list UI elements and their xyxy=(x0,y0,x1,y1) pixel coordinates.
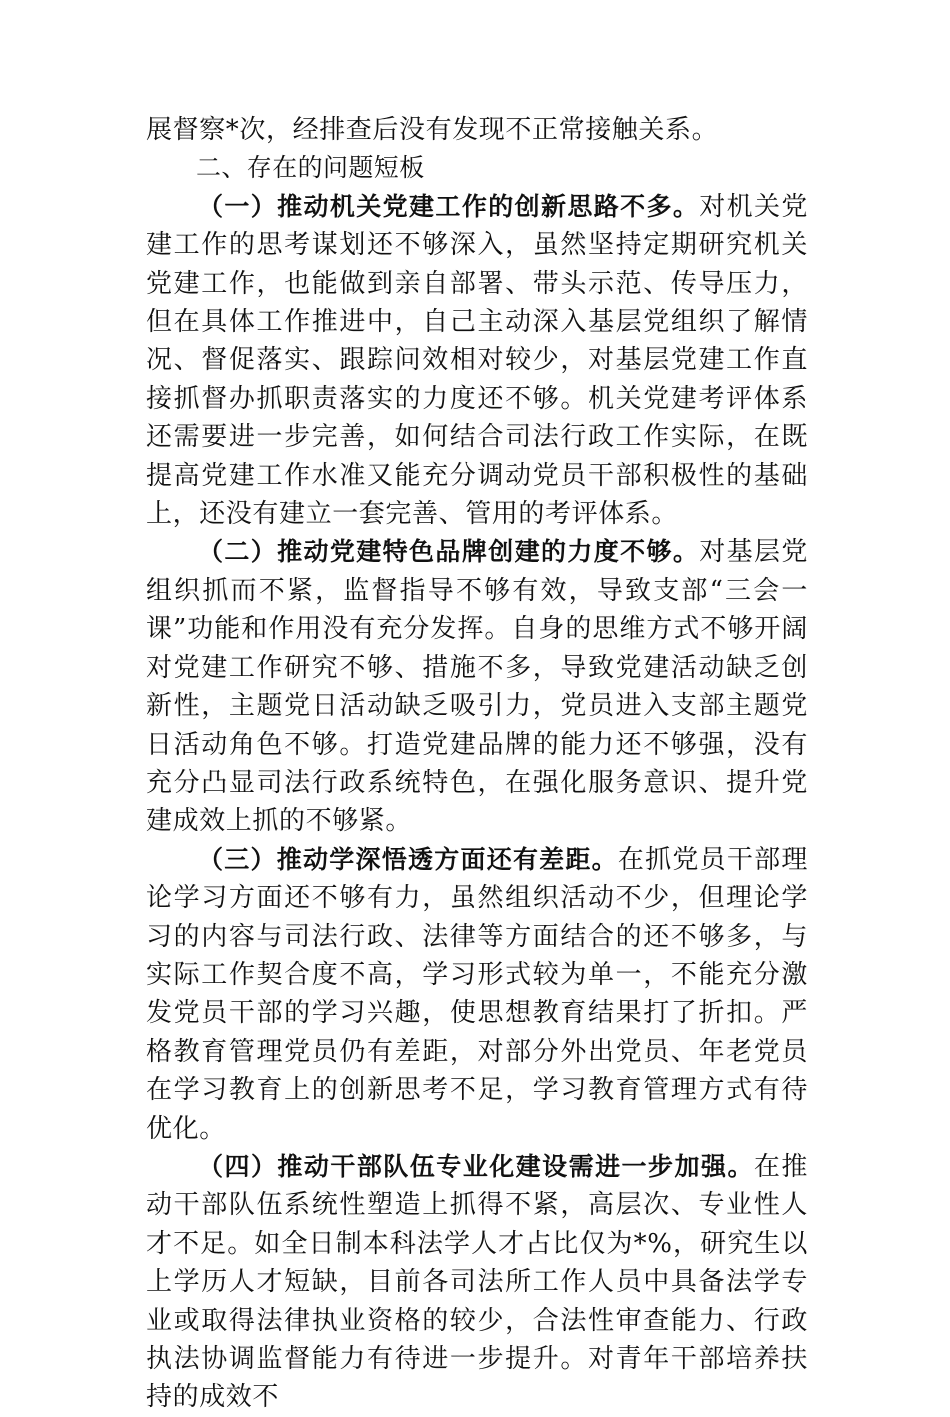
opening-text: 展督察*次，经排查后没有发现不正常接触关系。 xyxy=(146,115,719,145)
opening-paragraph xyxy=(146,111,808,149)
document-body xyxy=(146,111,808,1417)
paragraph-2-body: 对基层党组织抓而不紧，监督指导不够有效，导致支部“三会一课”功能和作用没有充分发挥。自身的思维方式不够开阔对党建工作研究不够、措施不多，导致党建活动缺乏创新性，主题党日活动缺乏吸引力，党员进入支部主题党日活动角色不够。打造党建品牌的能力还不够强，没有充分凸显司法行政系统特色，在强化服务意识、提升党建成效上抓的不够紧。 xyxy=(146,537,808,837)
paragraph-3-lead: （三）推动学深悟透方面还有差距。 xyxy=(198,844,618,874)
paragraph-4-body: 在推动干部队伍系统性塑造上抓得不紧，高层次、专业性人才不足。如全日制本科法学人才占比仅为*%，研究生以上学历人才短缺，目前各司法所工作人员中具备法学专业或取得法律执业资格的较少，合法性审查能力、行政执法协调监督能力有待进一步提升。对青年干部培养扶持的成效不 xyxy=(146,1151,808,1413)
paragraph-4-lead: （四）推动干部队伍专业化建设需进一步加强。 xyxy=(198,1151,754,1181)
paragraph-1 xyxy=(146,188,808,534)
paragraph-3 xyxy=(146,841,808,1148)
paragraph-1-lead: （一）推动机关党建工作的创新思路不多。 xyxy=(198,191,700,221)
paragraph-2 xyxy=(146,533,808,840)
paragraph-4 xyxy=(146,1148,808,1417)
paragraph-3-body: 在抓党员干部理论学习方面还不够有力，虽然组织活动不少，但理论学习的内容与司法行政、法律等方面结合的还不够多，与实际工作契合度不高，学习形式较为单一，不能充分激发党员干部的学习兴趣，使思想教育结果打了折扣。严格教育管理党员仍有差距，对部分外出党员、年老党员在学习教育上的创新思考不足，学习教育管理方式有待优化。 xyxy=(146,844,808,1144)
section-heading: 二、存在的问题短板 xyxy=(196,153,425,183)
paragraph-1-body: 对机关党建工作的思考谋划还不够深入，虽然坚持定期研究机关党建工作，也能做到亲自部署、带头示范、传导压力，但在具体工作推进中，自己主动深入基层党组织了解情况、督促落实、跟踪问效相对较少，对基层党建工作直接抓督办抓职责落实的力度还不够。机关党建考评体系还需要进一步完善，如何结合司法行政工作实际，在既提高党建工作水准又能充分调动党员干部积极性的基础上，还没有建立一套完善、管用的考评体系。 xyxy=(146,191,808,530)
paragraph-2-lead: （二）推动党建特色品牌创建的力度不够。 xyxy=(198,537,700,567)
